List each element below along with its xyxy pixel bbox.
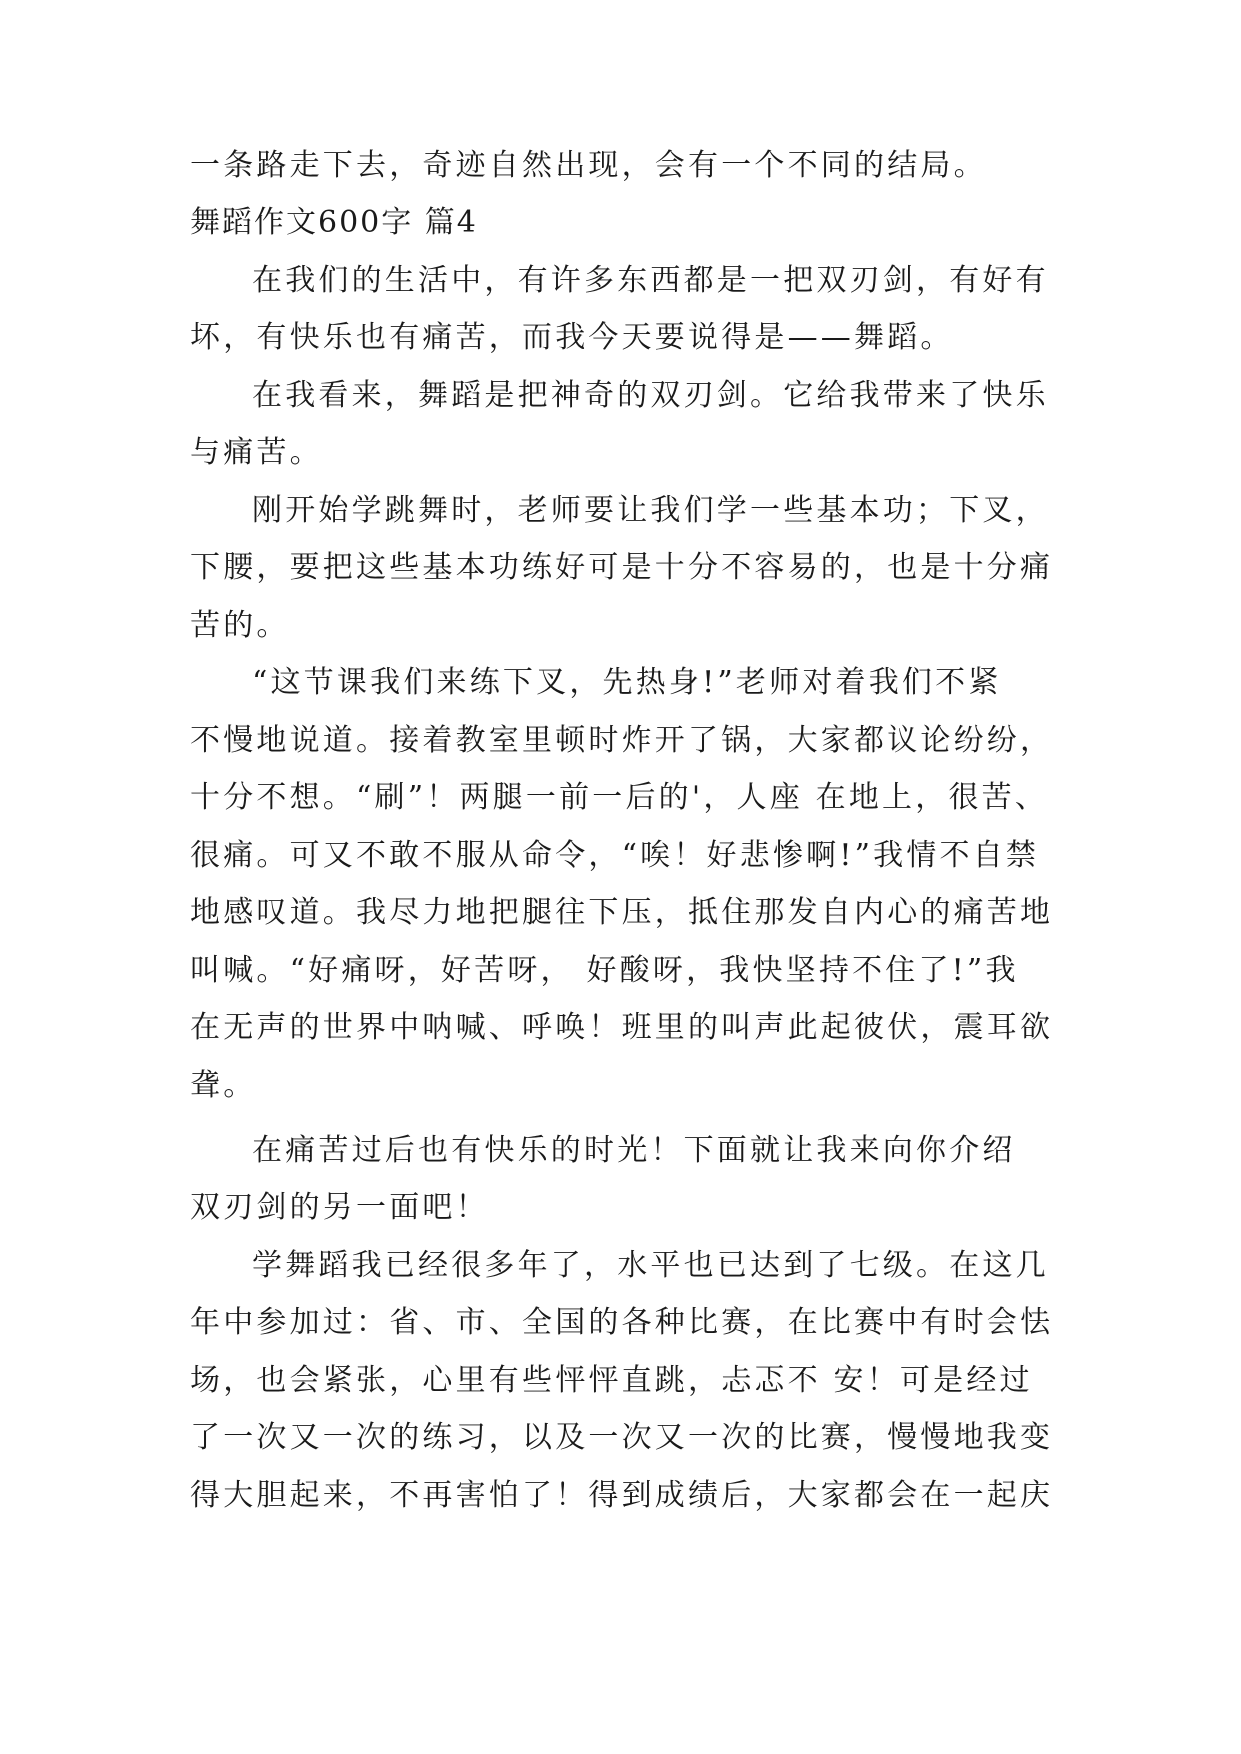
text-line: 叫喊。“好痛呀，好苦呀， 好酸呀，我快坚持不住了!”我 (190, 953, 1019, 988)
text-line: 得大胆起来，不再害怕了！得到成绩后，大家都会在一起庆 (190, 1478, 1054, 1513)
text-line: 在痛苦过后也有快乐的时光！下面就让我来向你介绍 (252, 1133, 1016, 1168)
text-line: 在无声的世界中呐喊、呼唤！班里的叫声此起彼伏，震耳欲 (190, 1010, 1054, 1045)
text-line: 了一次又一次的练习，以及一次又一次的比赛，慢慢地我变 (190, 1420, 1054, 1455)
section-heading: 舞蹈作文600字 篇4 (190, 205, 478, 240)
text-line: 刚开始学跳舞时，老师要让我们学一些基本功；下叉， (252, 493, 1049, 528)
text-line: 年中参加过：省、市、全国的各种比赛，在比赛中有时会怯 (190, 1305, 1054, 1340)
text-line: 地感叹道。我尽力地把腿往下压，抵住那发自内心的痛苦地 (190, 895, 1054, 930)
text-line: 聋。 (190, 1068, 257, 1103)
text-line: 下腰，要把这些基本功练好可是十分不容易的，也是十分痛 (190, 550, 1054, 585)
text-line: 苦的。 (190, 608, 290, 643)
text-line: 十分不想。“刷”！两腿一前一后的'，人座 在地上，很苦、 (190, 780, 1049, 815)
text-line: 坏，有快乐也有痛苦，而我今天要说得是——舞蹈。 (190, 320, 954, 355)
text-line: 双刃剑的另一面吧！ (190, 1190, 489, 1225)
text-line: 不慢地说道。接着教室里顿时炸开了锅，大家都议论纷纷， (190, 723, 1054, 758)
text-line: 一条路走下去，奇迹自然出现，会有一个不同的结局。 (190, 148, 987, 183)
text-line: 场，也会紧张，心里有些怦怦直跳，忐忑不 安！可是经过 (190, 1363, 1033, 1398)
text-line: 在我看来，舞蹈是把神奇的双刃剑。它给我带来了快乐 (252, 378, 1049, 413)
text-line: 学舞蹈我已经很多年了，水平也已达到了七级。在这几 (252, 1248, 1049, 1283)
text-line: 在我们的生活中，有许多东西都是一把双刃剑，有好有 (252, 263, 1049, 298)
text-line: 与痛苦。 (190, 435, 323, 470)
text-line: 很痛。可又不敢不服从命令，“唉！好悲惨啊!”我情不自禁 (190, 838, 1040, 873)
text-line: “这节课我们来练下叉，先热身!”老师对着我们不紧 (252, 665, 1002, 700)
